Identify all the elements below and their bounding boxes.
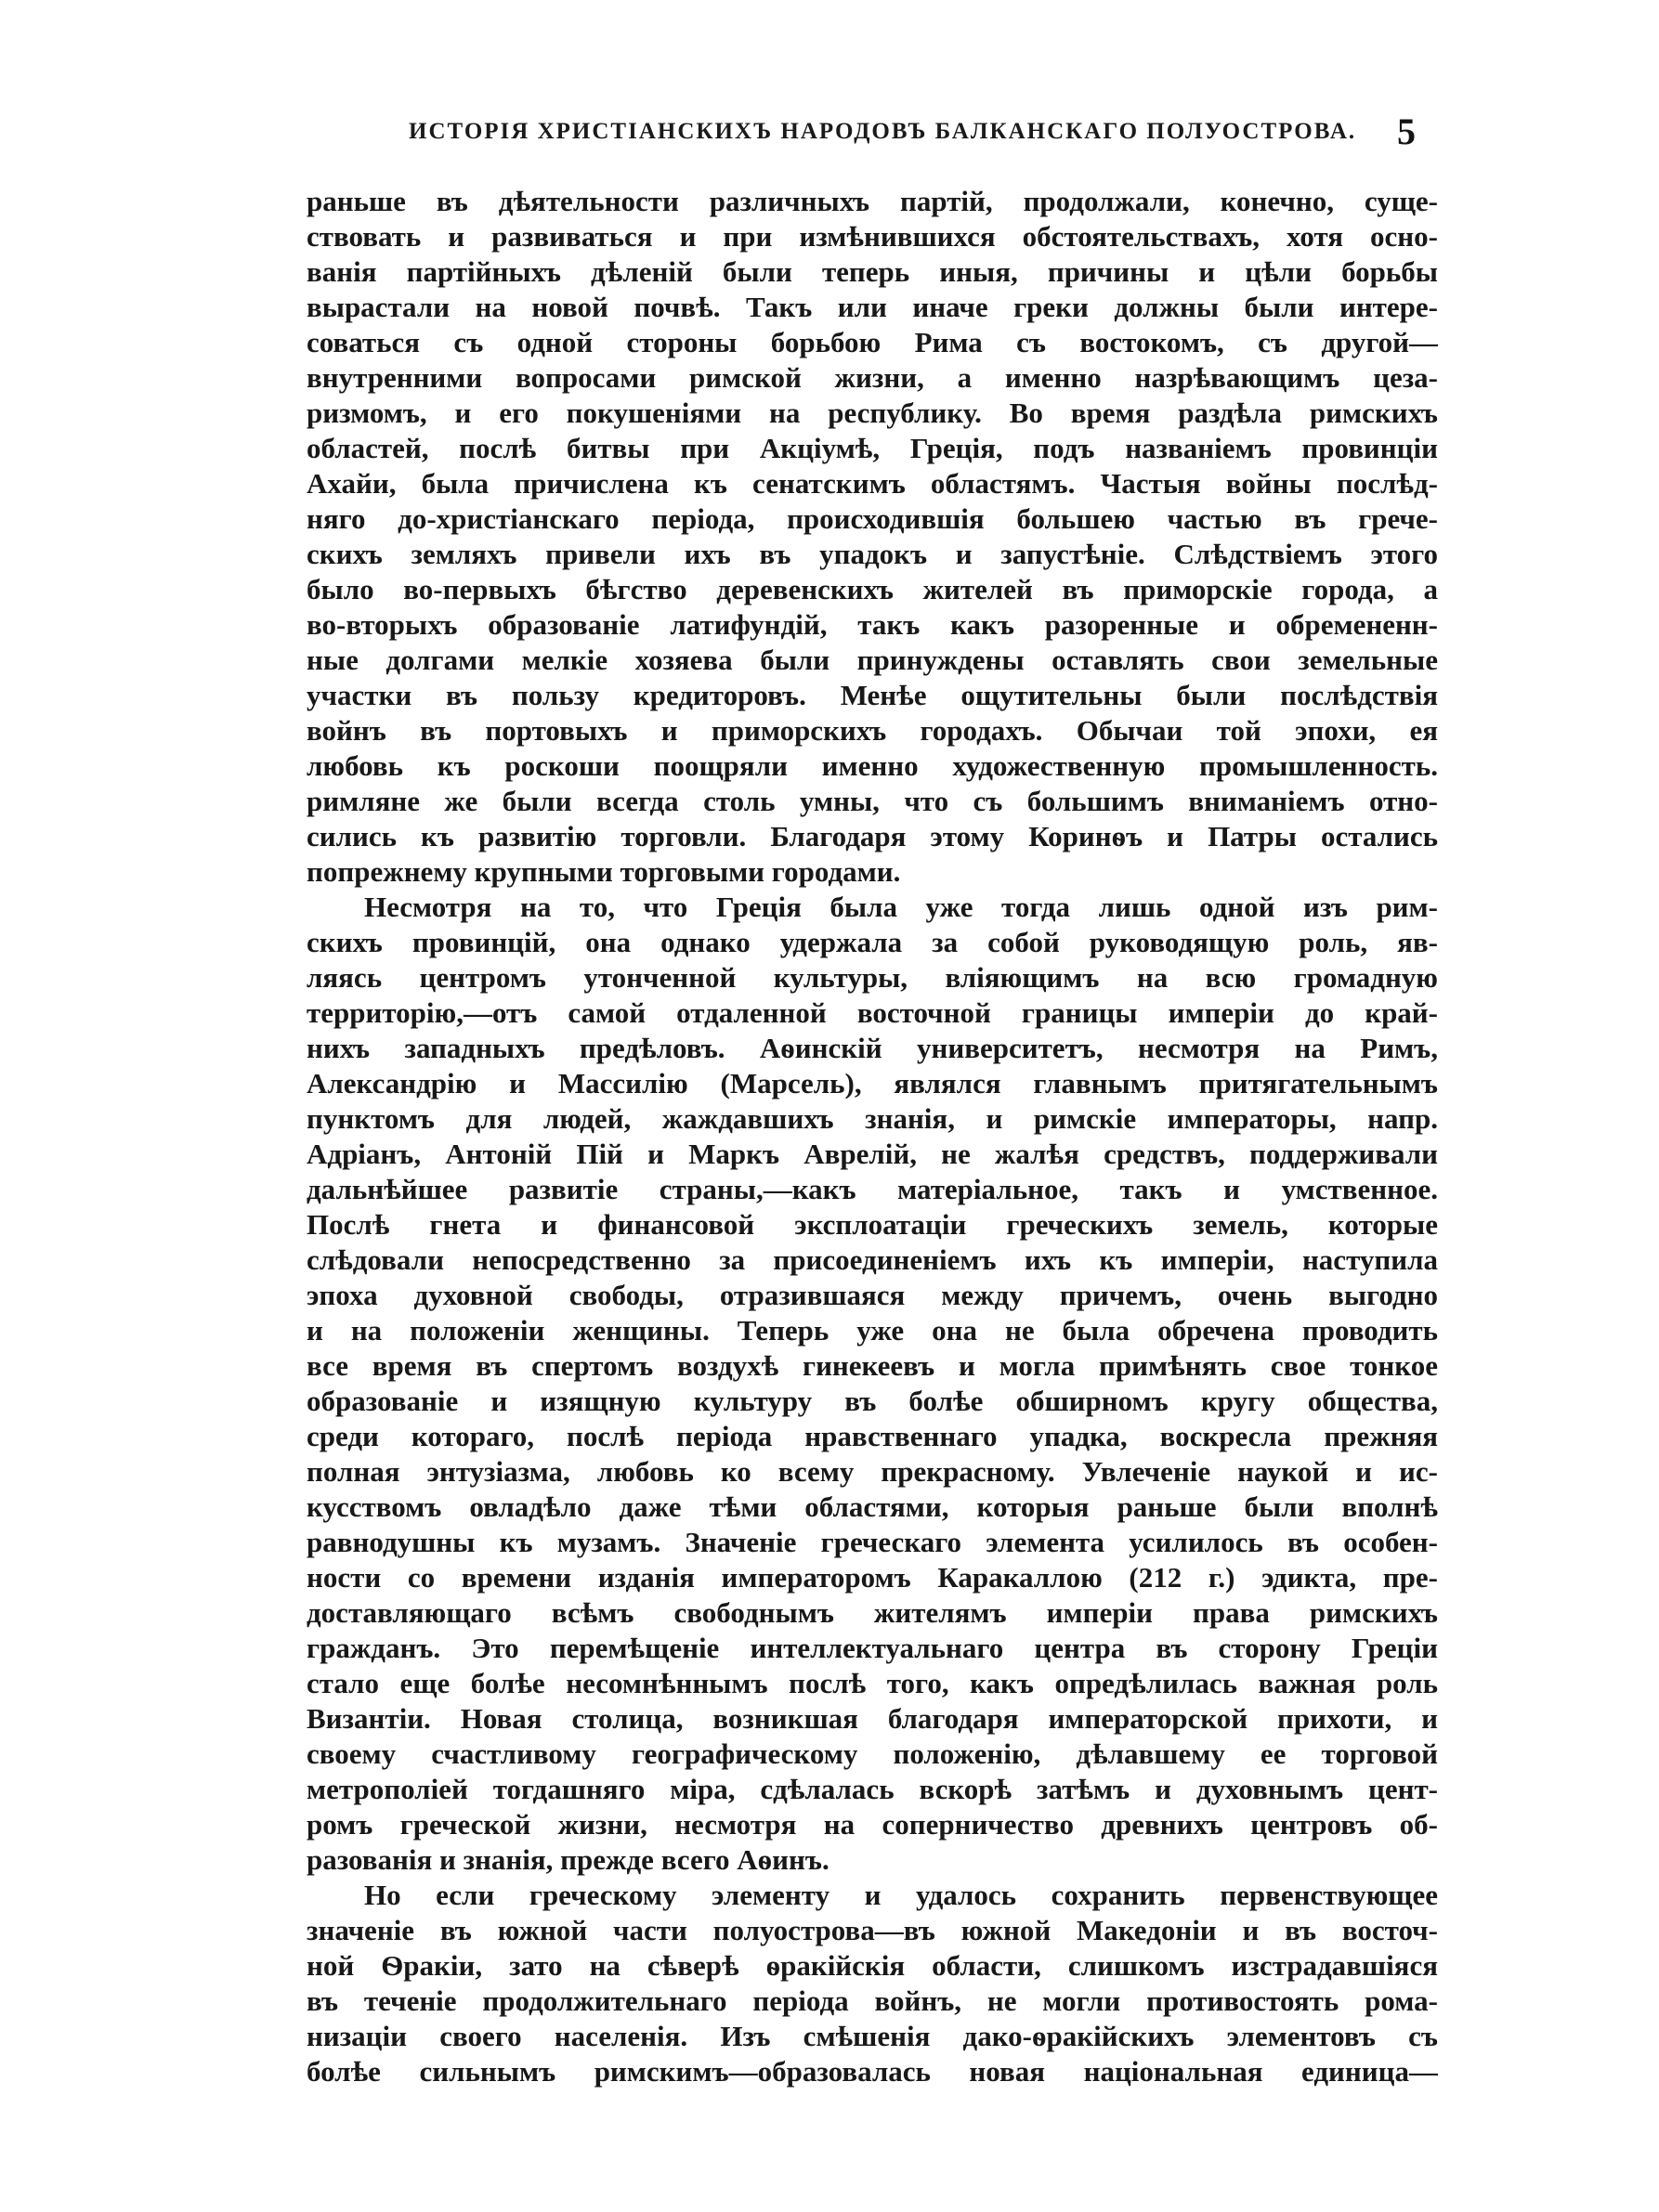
text-line: въ теченіе продолжительнаго періода войнъ, не могли противостоять рома-	[307, 1984, 1438, 2017]
text-line: слѣдовали непосредственно за присоединеніемъ ихъ къ имперіи, наступила	[307, 1243, 1438, 1276]
text-line: Несмотря на то, что Греція была уже тогда лишь одной изъ рим-	[364, 891, 1438, 923]
text-line: было во-первыхъ бѣгство деревенскихъ жителей въ приморскіе города, а	[307, 573, 1438, 605]
text-line: любовь къ роскоши поощряли именно художественную промышленность.	[307, 749, 1438, 782]
text-line: стало еще болѣе несомнѣннымъ послѣ того, какъ опредѣлилась важная роль	[307, 1667, 1438, 1699]
text-line: няго до-христіанскаго періода, происходившія большею частью въ грече-	[307, 502, 1438, 535]
text-line: во-вторыхъ образованіе латифундій, такъ какъ разоренные и обремененн-	[307, 608, 1438, 641]
text-line: полная энтузіазма, любовь ко всему прекрасному. Увлеченіе наукой и ис-	[307, 1455, 1438, 1488]
text-line: ные долгами мелкіе хозяева были принуждены оставлять свои земельные	[307, 644, 1438, 676]
body-text	[307, 184, 1438, 2089]
text-line: ванія партійныхъ дѣленій были теперь иныя, причины и цѣли борьбы	[307, 255, 1438, 288]
text-line: доставляющаго всѣмъ свободнымъ жителямъ имперіи права римскихъ	[307, 1596, 1438, 1629]
page-number: 5	[1397, 111, 1416, 152]
text-line: эпоха духовной свободы, отразившаяся между причемъ, очень выгодно	[307, 1279, 1438, 1311]
text-line: скихъ провинцій, она однако удержала за собой руководящую роль, яв-	[307, 926, 1438, 958]
text-line: территорію,—отъ самой отдаленной восточной границы имперіи до край-	[307, 996, 1438, 1029]
text-line: все время въ спертомъ воздухѣ гинекеевъ и могла примѣнять свое тонкое	[307, 1349, 1438, 1382]
text-line: вырастали на новой почвѣ. Такъ или иначе греки должны были интере-	[307, 291, 1438, 323]
text-line: Но если греческому элементу и удалось сохранить первенствующее	[364, 1879, 1438, 1911]
text-line: Адріанъ, Антоній Пій и Маркъ Аврелій, не жалѣя средствъ, поддерживали	[307, 1138, 1438, 1170]
text-line: сились къ развитію торговли. Благодаря этому Коринѳъ и Патры остались	[307, 820, 1438, 852]
text-line: своему счастливому географическому положенію, дѣлавшему ее торговой	[307, 1737, 1438, 1770]
text-line: Византіи. Новая столица, возникшая благодаря императорской прихоти, и	[307, 1702, 1438, 1735]
text-line: внутренними вопросами римской жизни, а именно назрѣвающимъ цеза-	[307, 361, 1438, 394]
text-line: войнъ въ портовыхъ и приморскихъ городахъ. Обычаи той эпохи, ея	[307, 714, 1438, 747]
text-line: болѣе сильнымъ римскимъ—образовалась новая національная единица—	[307, 2055, 1438, 2088]
text-line: ности со времени изданія императоромъ Каракаллою (212 г.) эдикта, пре-	[307, 1561, 1438, 1594]
text-line: нихъ западныхъ предѣловъ. Аѳинскій университетъ, несмотря на Римъ,	[307, 1032, 1438, 1064]
text-line: равнодушны къ музамъ. Значеніе греческаго элемента усилилось въ особен-	[307, 1526, 1438, 1558]
text-line: Александрію и Массилію (Марсель), являлся главнымъ притягательнымъ	[307, 1067, 1438, 1099]
text-line: ризмомъ, и его покушеніями на республику. Во время раздѣла римскихъ	[307, 397, 1438, 429]
text-line: участки въ пользу кредиторовъ. Менѣе ощутительны были послѣдствія	[307, 679, 1438, 711]
text-line: образованіе и изящную культуру въ болѣе обширномъ кругу общества,	[307, 1385, 1438, 1417]
running-title: ИСТОРІЯ ХРИСТІАНСКИХЪ НАРОДОВЪ БАЛКАНСКАГО ПОЛУОСТРОВА.	[409, 119, 1357, 144]
text-line: и на положеніи женщины. Теперь уже она не была обречена проводить	[307, 1314, 1438, 1347]
text-line: ляясь центромъ утонченной культуры, вліяющимъ на всю громадную	[307, 961, 1438, 994]
text-line: Ахайи, была причислена къ сенатскимъ областямъ. Частыя войны послѣд-	[307, 467, 1438, 500]
text-line: гражданъ. Это перемѣщеніе интеллектуальнаго центра въ сторону Греціи	[307, 1632, 1438, 1664]
page-header	[409, 113, 1430, 150]
text-line: кусствомъ овладѣло даже тѣми областями, которыя раньше были вполнѣ	[307, 1490, 1438, 1523]
text-line: дальнѣйшее развитіе страны,—какъ матеріальное, такъ и умственное.	[307, 1173, 1438, 1205]
text-line: низаціи своего населенія. Изъ смѣшенія дако-ѳракійскихъ элементовъ съ	[307, 2020, 1438, 2052]
text-line: ромъ греческой жизни, несмотря на соперничество древнихъ центровъ об-	[307, 1808, 1438, 1841]
text-line: разованія и знанія, прежде всего Аѳинъ.	[307, 1843, 830, 1876]
text-line: метрополіей тогдашняго міра, сдѣлалась вскорѣ затѣмъ и духовнымъ цент-	[307, 1773, 1438, 1805]
text-line: скихъ земляхъ привели ихъ въ упадокъ и запустѣніе. Слѣдствіемъ этого	[307, 538, 1438, 570]
text-line: Послѣ гнета и финансовой эксплоатаціи греческихъ земель, которые	[307, 1208, 1438, 1241]
text-line: значеніе въ южной части полуострова—въ южной Македоніи и въ восточ-	[307, 1914, 1438, 1946]
text-line: соваться съ одной стороны борьбою Рима съ востокомъ, съ другой—	[307, 326, 1438, 358]
text-line: римляне же были всегда столь умны, что съ большимъ вниманіемъ отно-	[307, 785, 1438, 817]
text-line: раньше въ дѣятельности различныхъ партій, продолжали, конечно, суще-	[307, 185, 1438, 217]
text-line: попрежнему крупными торговыми городами.	[307, 855, 901, 888]
text-line: ствовать и развиваться и при измѣнившихся обстоятельствахъ, хотя осно-	[307, 220, 1438, 253]
text-line: ной Ѳракіи, зато на сѣверѣ ѳракійскія области, слишкомъ изстрадавшіяся	[307, 1949, 1438, 1982]
text-line: пунктомъ для людей, жаждавшихъ знанія, и римскіе императоры, напр.	[307, 1102, 1438, 1135]
text-line: среди котораго, послѣ періода нравственнаго упадка, воскресла прежняя	[307, 1420, 1438, 1452]
text-line: областей, послѣ битвы при Акціумѣ, Греція, подъ названіемъ провинціи	[307, 432, 1438, 464]
